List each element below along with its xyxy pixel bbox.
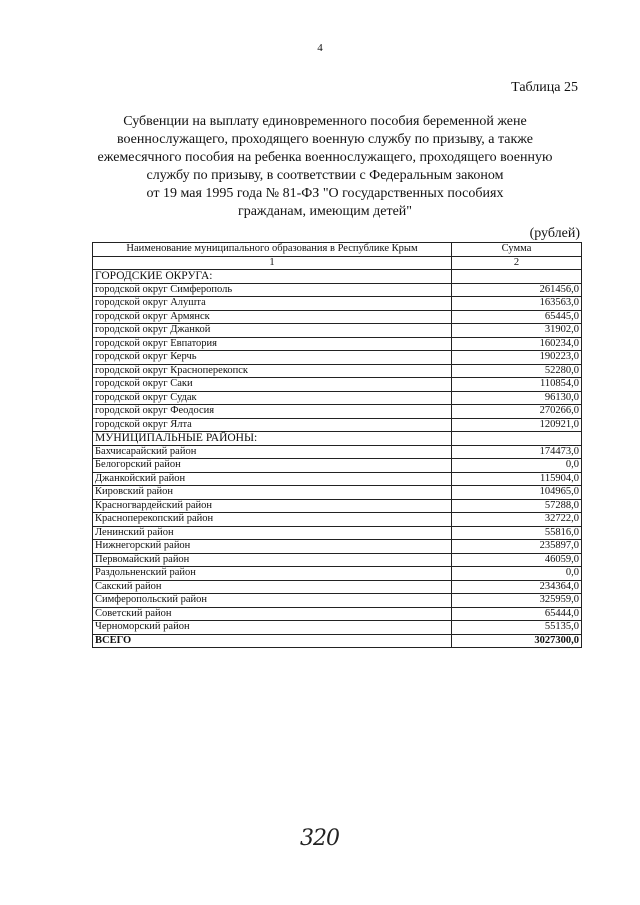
municipality-name: городской округ Керчь <box>93 351 452 365</box>
municipality-name: Симферопольский район <box>93 594 452 608</box>
subsidy-amount: 96130,0 <box>452 391 582 405</box>
municipality-name: Джанкойский район <box>93 472 452 486</box>
subsidy-amount: 0,0 <box>452 459 582 473</box>
subsidy-amount: 174473,0 <box>452 445 582 459</box>
subsidy-amount: 32722,0 <box>452 513 582 527</box>
table-row <box>93 418 582 432</box>
table-row <box>93 283 582 297</box>
municipality-name: Красногвардейский район <box>93 499 452 513</box>
units-label: (рублей) <box>529 226 580 241</box>
page-number: 4 <box>317 42 323 54</box>
table-row <box>93 540 582 554</box>
title-line: службу по призыву, в соответствии с Федеральным законом <box>146 168 504 183</box>
table-row <box>93 526 582 540</box>
document-title <box>95 113 555 221</box>
title-line: от 19 мая 1995 года № 81-ФЗ "О государственных пособиях <box>146 186 504 201</box>
municipality-name: городской округ Красноперекопск <box>93 364 452 378</box>
municipality-name: городской округ Симферополь <box>93 283 452 297</box>
subsidy-amount: 46059,0 <box>452 553 582 567</box>
municipality-name: Черноморский район <box>93 621 452 635</box>
municipality-name: городской округ Джанкой <box>93 324 452 338</box>
table-row <box>93 445 582 459</box>
municipality-name: городской округ Судак <box>93 391 452 405</box>
subsidy-amount: 3027300,0 <box>452 634 582 648</box>
municipality-name: Ленинский район <box>93 526 452 540</box>
table-row <box>93 607 582 621</box>
subsidy-amount: 325959,0 <box>452 594 582 608</box>
subsidy-amount: 104965,0 <box>452 486 582 500</box>
subsidy-amount: 190223,0 <box>452 351 582 365</box>
municipality-name: МУНИЦИПАЛЬНЫЕ РАЙОНЫ: <box>93 432 452 446</box>
table-row <box>93 594 582 608</box>
municipality-name: Советский район <box>93 607 452 621</box>
table-row <box>93 297 582 311</box>
header-sum: Сумма <box>452 243 582 257</box>
municipality-name: Сакский район <box>93 580 452 594</box>
table-row <box>93 459 582 473</box>
subsidy-amount: 57288,0 <box>452 499 582 513</box>
municipality-name: городской округ Ялта <box>93 418 452 432</box>
subsidy-amount: 55135,0 <box>452 621 582 635</box>
municipality-name: городской округ Алушта <box>93 297 452 311</box>
subsidy-amount: 110854,0 <box>452 378 582 392</box>
table-row <box>93 553 582 567</box>
subsidy-amount: 65444,0 <box>452 607 582 621</box>
section-row <box>93 432 582 446</box>
title-line: Субвенции на выплату единовременного пособия беременной жене <box>123 114 527 129</box>
municipality-name: городской округ Саки <box>93 378 452 392</box>
subsidy-amount: 52280,0 <box>452 364 582 378</box>
municipality-name: городской округ Евпатория <box>93 337 452 351</box>
subsidy-amount: 160234,0 <box>452 337 582 351</box>
municipality-name: ГОРОДСКИЕ ОКРУГА: <box>93 270 452 284</box>
total-row <box>93 634 582 648</box>
table-row <box>93 513 582 527</box>
subsidy-amount: 115904,0 <box>452 472 582 486</box>
municipality-name: городской округ Армянск <box>93 310 452 324</box>
subsidy-amount: 65445,0 <box>452 310 582 324</box>
municipality-name: Нижнегорский район <box>93 540 452 554</box>
subsidy-amount: 31902,0 <box>452 324 582 338</box>
municipality-name: Белогорский район <box>93 459 452 473</box>
municipality-name: ВСЕГО <box>93 634 452 648</box>
subsidy-amount: 235897,0 <box>452 540 582 554</box>
header-name: Наименование муниципального образования в Республике Крым <box>93 243 452 257</box>
title-line: ежемесячного пособия на ребенка военнослужащего, проходящего военную <box>97 150 553 165</box>
municipality-name: городской округ Феодосия <box>93 405 452 419</box>
table-row <box>93 364 582 378</box>
column-number-row <box>93 256 582 270</box>
title-line: военнослужащего, проходящего военную службу по призыву, а также <box>117 132 533 147</box>
subsidy-amount: 163563,0 <box>452 297 582 311</box>
table-row <box>93 580 582 594</box>
table-body <box>93 270 582 648</box>
table-row <box>93 310 582 324</box>
subsidy-amount: 234364,0 <box>452 580 582 594</box>
table-row <box>93 486 582 500</box>
table-row <box>93 337 582 351</box>
subsidy-amount: 55816,0 <box>452 526 582 540</box>
table-label: Таблица 25 <box>511 80 578 95</box>
table-row <box>93 351 582 365</box>
municipality-name: Красноперекопский район <box>93 513 452 527</box>
table-row <box>93 324 582 338</box>
subsidy-amount <box>452 270 582 284</box>
table-row <box>93 405 582 419</box>
municipality-name: Бахчисарайский район <box>93 445 452 459</box>
municipality-name: Кировский район <box>93 486 452 500</box>
table-row <box>93 391 582 405</box>
title-line: гражданам, имеющим детей" <box>237 204 413 219</box>
subsidy-amount: 0,0 <box>452 567 582 581</box>
handwritten-page-number: 320 <box>300 826 339 851</box>
subsidy-amount: 261456,0 <box>452 283 582 297</box>
column-number: 2 <box>452 256 582 270</box>
subsidy-amount <box>452 432 582 446</box>
municipality-name: Первомайский район <box>93 553 452 567</box>
column-number: 1 <box>93 256 452 270</box>
subsidy-amount: 270266,0 <box>452 405 582 419</box>
municipality-name: Раздольненский район <box>93 567 452 581</box>
subsidy-table <box>92 242 582 648</box>
table-row <box>93 567 582 581</box>
table-row <box>93 472 582 486</box>
table-header-row <box>93 243 582 257</box>
subsidy-amount: 120921,0 <box>452 418 582 432</box>
section-row <box>93 270 582 284</box>
table-row <box>93 378 582 392</box>
table-row <box>93 621 582 635</box>
table-row <box>93 499 582 513</box>
